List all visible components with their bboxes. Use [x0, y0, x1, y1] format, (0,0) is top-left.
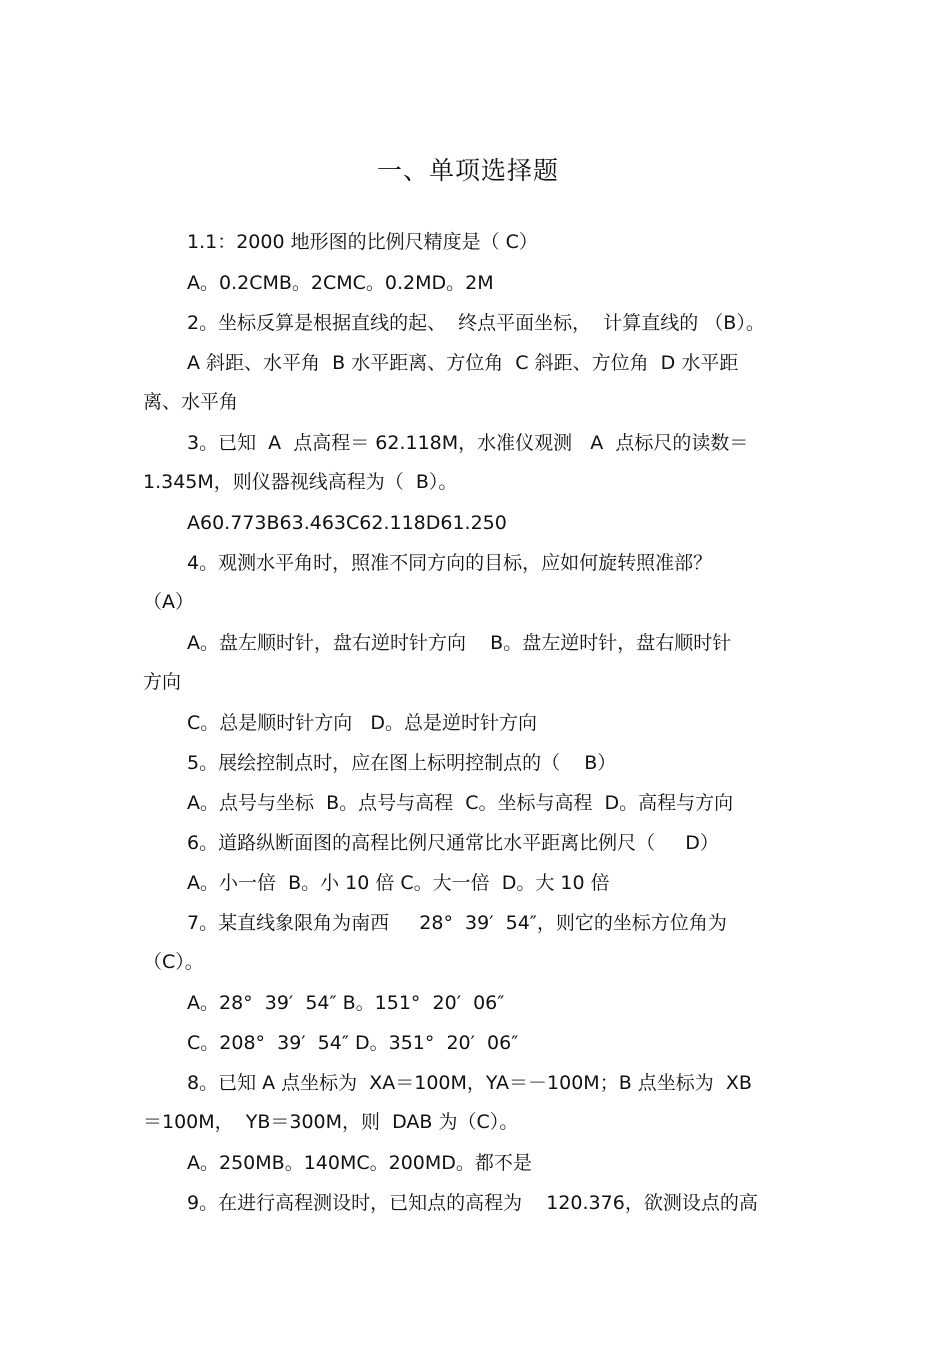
question-4-options: A。盘左顺时针，盘右逆时针方向 B。盘左逆时针，盘右顺时针	[187, 632, 732, 654]
question-4-options-2: C。总是顺时针方向 D。总是逆时针方向	[187, 712, 538, 734]
question-4-options-cont: 方向	[143, 671, 182, 693]
question-8-stem-cont: ＝100M， YB＝300M，则 DAB 为（C）。	[143, 1111, 519, 1133]
question-9-stem: 9。在进行高程测设时，已知点的高程为 120.376，欲测设点的高	[187, 1192, 758, 1214]
question-2-options-cont: 离、水平角	[143, 391, 239, 413]
question-2-options: A 斜距、水平角 B 水平距离、方位角 C 斜距、方位角 D 水平距	[187, 352, 739, 374]
question-3-stem: 3。已知 A 点高程＝ 62.118M，水准仪观测 A 点标尺的读数＝	[187, 432, 749, 454]
question-7-options-2: C。208° 39′ 54″ D。351° 20′ 06″	[187, 1032, 519, 1054]
question-8-stem: 8。已知 A 点坐标为 XA＝100M，YA＝－100M；B 点坐标为 XB	[187, 1072, 752, 1094]
question-7-answer: （C）。	[143, 951, 204, 973]
question-6-options: A。小一倍 B。小 10 倍 C。大一倍 D。大 10 倍	[187, 872, 610, 894]
question-8-options: A。250MB。140MC。200MD。都不是	[187, 1152, 532, 1174]
question-3-options: A60.773B63.463C62.118D61.250	[187, 512, 507, 534]
question-4-answer: （A）	[143, 591, 194, 613]
question-2-stem: 2。坐标反算是根据直线的起、 终点平面坐标， 计算直线的 （B）。	[187, 312, 765, 334]
section-title: 一、单项选择题	[376, 156, 559, 185]
question-3-stem-cont: 1.345M，则仪器视线高程为（ B）。	[143, 471, 458, 493]
question-5-options: A。点号与坐标 B。点号与高程 C。坐标与高程 D。高程与方向	[187, 792, 734, 814]
question-7-options: A。28° 39′ 54″ B。151° 20′ 06″	[187, 992, 505, 1014]
question-1-options: A。0.2CMB。2CMC。0.2MD。2M	[187, 272, 494, 294]
question-1-stem: 1.1：2000 地形图的比例尺精度是（ C）	[187, 231, 538, 253]
question-5-stem: 5。展绘控制点时，应在图上标明控制点的（ B）	[187, 752, 617, 774]
question-6-stem: 6。道路纵断面图的高程比例尺通常比水平距离比例尺（ D）	[187, 832, 719, 854]
question-7-stem: 7。某直线象限角为南西 28° 39′ 54″，则它的坐标方位角为	[187, 912, 727, 934]
question-4-stem: 4。观测水平角时，照准不同方向的目标，应如何旋转照准部？	[187, 552, 713, 574]
